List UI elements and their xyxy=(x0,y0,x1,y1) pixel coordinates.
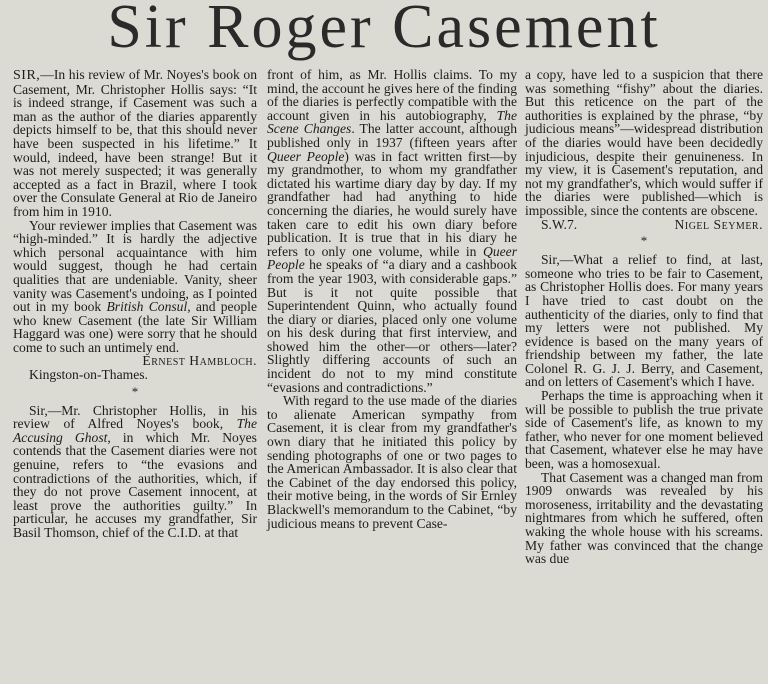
letter-2-paragraph-continued xyxy=(267,68,517,394)
letter-1-paragraph-2-text-a: Your reviewer implies that Casement was “high-minded.” It is hardly the adjective which personal acquaintance with him would suggest, though he had certain qualities that are undeniable. Vanity, sheer vanity was Casement's undoing, as I pointed out in my book xyxy=(13,217,257,315)
letter-2-paragraph-1-text-b: , in which Mr. Noyes contends that the Casement diaries were not genuine, refers to “the evasions and contradictions of the authorities, which, if they do not prove Casement innocent, at least prove the authorities guilty.” In particular, he accuses my grandfather, Sir Basil Thomson, chief of the C.I.D. at that xyxy=(13,429,257,540)
book-title-british-consul: British Consul xyxy=(106,299,188,315)
column-3 xyxy=(525,68,763,566)
letter-1-salutation: SIR, xyxy=(13,68,41,83)
col2-text-a: front of him, as Mr. Hollis claims. To my mind, the account he gives here of the finding of the diaries is perfectly compatible with the account given in his autobiography, xyxy=(267,67,517,123)
column-2 xyxy=(267,68,517,530)
col2-text-c: ) was in fact written first—by my grandmother, to whom my grandfather dictated his wartime diary day by day. If my grandfather had had anything to hide concerning the diaries, he would surely have taken care to edit his own diary before publication. It is true that in his diary he refers to only one volume, while in xyxy=(267,148,517,259)
letter-3-paragraph-1: Sir,—What a relief to find, at last, someone who tries to be fair to Casement, as Christopher Hollis does. For many years I have tried to cast doubt on the authenticity of the diaries, only to find that my letters were not published. My evidence is based on the many years of friendship between my father, the late Colonel R. G. J. J. Berry, and Casement, and on letters of Casement's which I have. xyxy=(525,252,763,390)
letter-3-paragraph-2: Perhaps the time is approaching when it will be possible to publish the true private side of Casement's life, as known to my father, who never for one moment believed that Casement, whatever else he may have been, was a homosexual. xyxy=(525,388,763,472)
letter-3-paragraph-3: That Casement was a changed man from 1909 onwards was revealed by his moroseness, irritability and the devastating nightmares from which he suffered, often waking the whole house with his screams. My father was convinced that the change was due xyxy=(525,469,763,567)
book-title-queer-people-2: Queer People xyxy=(267,243,517,273)
letter-1-paragraph-2 xyxy=(13,219,257,355)
letter-2-paragraph-1-text-a: Sir,—Mr. Christopher Hollis, in his review of Alfred Noyes's book, xyxy=(13,402,257,432)
letter-1-paragraph-2-text-b: , and people who knew Casement (the late Sir William Haggard was one) were sorry that he should come to such an untimely end. xyxy=(13,299,257,355)
column-1 xyxy=(13,68,257,540)
letter-2-paragraph-1 xyxy=(13,404,257,540)
headline: Sir Roger Casement xyxy=(107,0,661,61)
letter-1-paragraph-1-text: —In his review of Mr. Noyes's book on Casement, Mr. Christopher Hollis says: “It is indeed strange, if Casement was such a man as the author of the diaries apparently depicts himself to be, that this should never have been suspected in his lifetime.” It would, indeed, have been strange! But it was not merely suspected; it was generally accepted as a fact in Brazil, where I took over the Consulate General at Rio de Janeiro from him in 1910. xyxy=(13,67,257,219)
separator-star-2: * xyxy=(640,233,648,249)
letter-2-paragraph-american: With regard to the use made of the diaries to alienate American sympathy from Casement, it is clear from my grandfather's own diary that he initiated this policy by sending photographs of one or two pages to the American Ambassador. It is also clear that the Cabinet of the day endorsed this policy, their motive being, in the words of Sir Ernley Blackwell's memorandum to the Cabinet, “by judicious means to prevent Case- xyxy=(267,393,517,531)
col2-text-b: . The latter account, although published only in 1937 (fifteen years after xyxy=(267,121,517,150)
letter-1-signature: Ernest Hambloch. xyxy=(142,353,257,369)
letter-2-signature: Nigel Seymer. xyxy=(674,216,763,232)
book-title-scene-changes: The Scene Changes xyxy=(267,107,517,137)
letter-2-place: S.W.7. xyxy=(541,216,578,232)
book-title-queer-people: Queer People xyxy=(267,148,345,164)
letter-2-signature-line xyxy=(525,218,763,232)
letter-2-paragraph-conclusion: a copy, have led to a suspicion that there was something “fishy” about the diaries. But this reticence on the part of the authorities is explained by the phrase, “by judicious means”—widespread distribution of the diaries would have been decidedly injudicious, despite their genuineness. In my view, it is Casement's reputation, and not my grandfather's, which would suffer if the diaries were published—which is impossible, since the contents are obscene. xyxy=(525,67,763,218)
letter-1-place: Kingston-on-Thames. xyxy=(29,367,148,383)
book-title-accusing-ghost: The Accusing Ghost xyxy=(13,416,257,445)
separator-star: * xyxy=(131,383,139,399)
col2-text-d: he speaks of “a diary and a cashbook from the year 1903, with considerable gaps.” But is it not quite possible that Superintendent Quinn, who actually found the diary or diaries, placed only one volume on his desk during that first interview, and showed him the other—or others—later? Slightly differing accounts of such an incident do not to my mind constitute “evasions and contradictions.” xyxy=(267,257,517,395)
letter-1-paragraph-1 xyxy=(13,68,257,219)
